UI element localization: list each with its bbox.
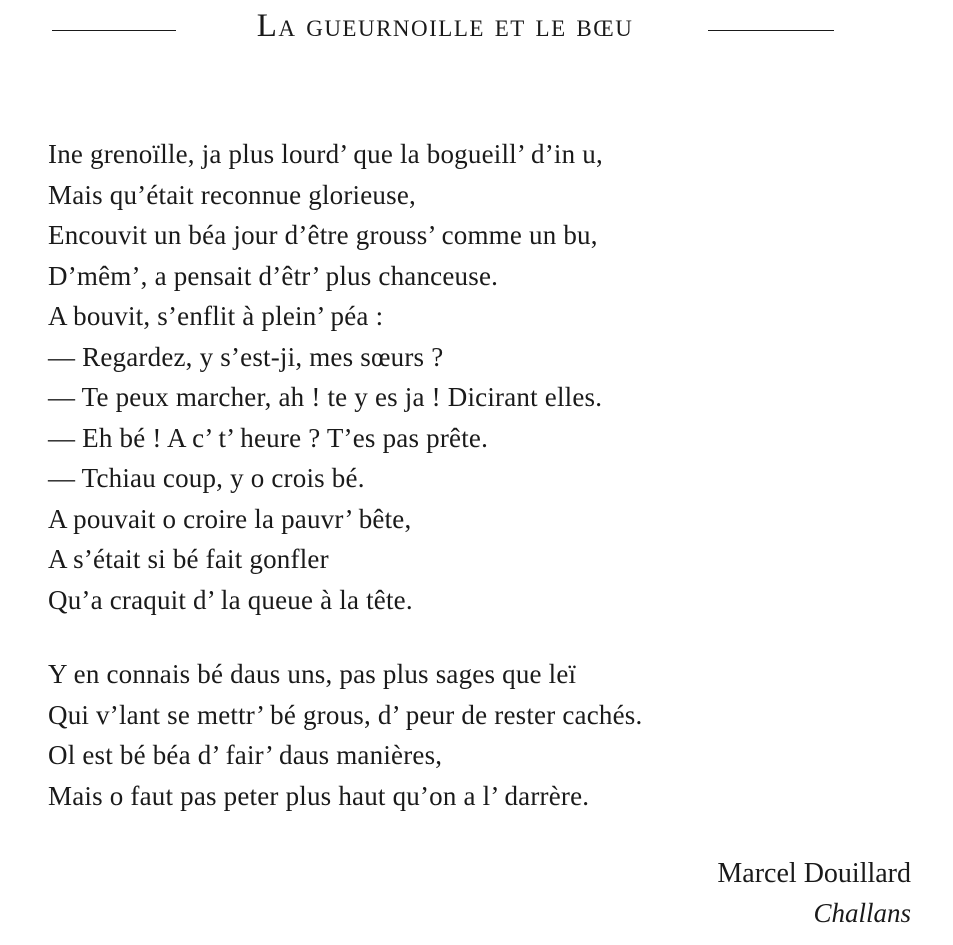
verse-line: D’mêm’, a pensait d’êtr’ plus chanceuse. — [48, 260, 499, 291]
title-row — [0, 0, 953, 60]
verse-line: — Tchiau coup, y o crois bé. — [48, 463, 365, 493]
poem-title: La gueurnoille et le bœu — [256, 8, 634, 44]
verse-line: — Eh bé ! A c’ t’ heure ? T’es pas prête. — [48, 422, 489, 453]
verse-line: A bouvit, s’enflit à plein’ péa : — [48, 301, 384, 331]
verse-line: Y en connais bé daus uns, pas plus sages que leï — [48, 659, 577, 689]
verse-line: Qui v’lant se mettr’ bé grous, d’ peur de rester cachés. — [48, 699, 643, 730]
verse-line: Mais qu’était reconnue glorieuse, — [48, 179, 416, 210]
title-rule-right — [708, 30, 834, 31]
stanza-2 — [48, 654, 642, 816]
verse-line: — Regardez, y s’est-ji, mes sœurs ? — [48, 341, 444, 372]
verse-line: Qu’a craquit d’ la queue à la tête. — [48, 584, 413, 615]
verse-line: Ine grenoïlle, ja plus lourd’ que la bogueill’ d’in u, — [48, 139, 603, 169]
title-rule-left — [52, 30, 176, 31]
verse-line: Mais o faut pas peter plus haut qu’on a l’ darrère. — [48, 780, 590, 811]
verse-line: Ol est bé béa d’ fair’ daus manières, — [48, 740, 443, 770]
author-place: Challans — [813, 898, 911, 928]
verse-line: — Te peux marcher, ah ! te y es ja ! Dicirant elles. — [48, 382, 603, 412]
verse-line: A pouvait o croire la pauvr’ bête, — [48, 503, 412, 534]
verse-line: Encouvit un béa jour d’être grouss’ comme un bu, — [48, 220, 598, 250]
author-signature: Marcel Douillard — [717, 858, 911, 889]
stanza-1 — [48, 134, 603, 620]
verse-line: A s’était si bé fait gonfler — [48, 544, 329, 574]
